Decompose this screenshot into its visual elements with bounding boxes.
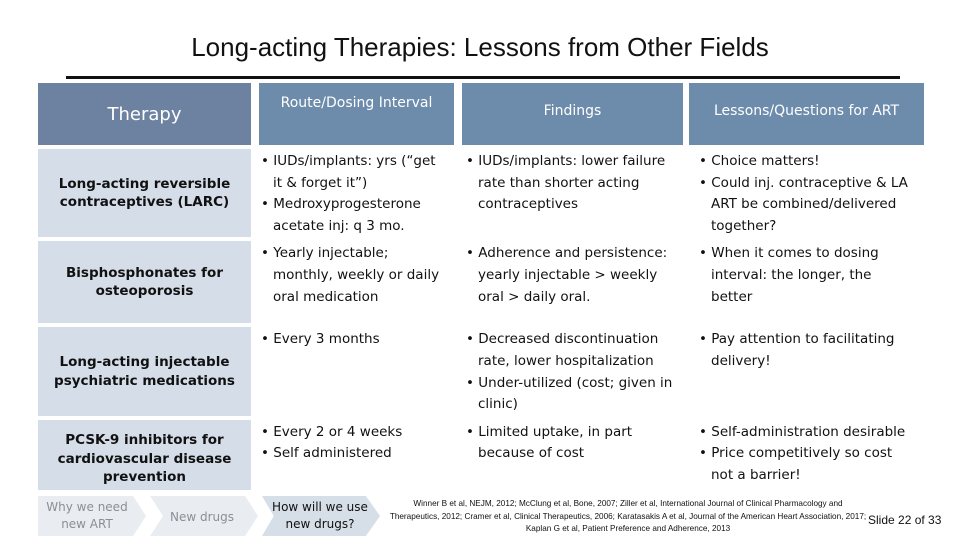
route-cell <box>251 416 456 498</box>
therapy-name: Long-acting reversible contraceptives (LARC) <box>38 145 251 237</box>
table-row <box>38 237 924 323</box>
route-cell <box>251 237 456 323</box>
lessons-bullet: • Self-administration desirable <box>699 423 906 440</box>
lessons-bullet: • Price competitively so cost not a barrier! <box>699 445 893 483</box>
header-findings: Findings <box>456 83 689 145</box>
findings-cell <box>456 237 689 323</box>
route-bullet: • Yearly injectable; monthly, weekly or daily oral medication <box>261 245 440 305</box>
route-bullet: • Medroxyprogesterone acetate inj: q 3 mo. <box>261 196 421 234</box>
header-route: Route/Dosing Interval <box>251 83 456 145</box>
nav-step-new-drugs-label: New drugs <box>169 510 234 524</box>
lessons-cell <box>689 145 924 237</box>
table-row <box>38 416 924 498</box>
lessons-bullet: • Choice matters! <box>699 153 820 169</box>
route-cell <box>251 145 456 237</box>
title-divider <box>66 76 900 79</box>
slide-number: Slide 22 of 33 <box>868 513 942 527</box>
header-lessons: Lessons/Questions for ART <box>689 83 924 145</box>
findings-bullet: • Under-utilized (cost; given in clinic) <box>466 374 673 413</box>
header-therapy: Therapy <box>38 83 251 145</box>
page-title: Long-acting Therapies: Lessons from Other Fields <box>191 32 769 62</box>
route-bullet: • Every 2 or 4 weeks <box>261 423 403 440</box>
comparison-table <box>38 83 924 498</box>
lessons-bullet: • Could inj. contraceptive & LA ART be combined/delivered together? <box>699 174 908 234</box>
lessons-bullet: • Pay attention to facilitating delivery! <box>699 331 895 369</box>
findings-cell <box>456 416 689 498</box>
table-row <box>38 145 924 237</box>
findings-bullet: • Decreased discontinuation rate, lower hospitalization <box>466 331 659 369</box>
therapy-name: Bisphosphonates for osteoporosis <box>38 237 251 323</box>
findings-bullet: • Limited uptake, in part because of cost <box>466 423 633 462</box>
lessons-cell <box>689 237 924 323</box>
lessons-bullet: • When it comes to dosing interval: the longer, the better <box>699 245 879 305</box>
nav-step-why-new-art-label: Why we need new ART <box>46 500 128 531</box>
references: Winner B et al, NEJM, 2012; McClung et al, Bone, 2007; Ziller et al, International Journal of Clinical Pharmacology and Therapeutics, 2012; Cramer et al, Clinical Therapeutics, 2006; Karatasakis A et al, Journal of the American Heart Association, 2017; Kaplan G et al, Patient Preference and Adherence, 2013 <box>389 499 867 534</box>
lessons-cell <box>689 416 924 498</box>
route-bullet: • IUDs/implants: yrs (“get it & forget it”) <box>261 153 436 191</box>
findings-bullet: • IUDs/implants: lower failure rate than shorter acting contraceptives <box>466 153 666 213</box>
findings-cell <box>456 145 689 237</box>
table-row <box>38 323 924 415</box>
findings-cell <box>456 323 689 415</box>
therapy-name: Long-acting injectable psychiatric medications <box>38 323 251 415</box>
nav-step-how-use-new-drugs-label: How will we use new drugs? <box>272 500 368 531</box>
route-bullet: • Every 3 months <box>261 331 380 348</box>
findings-bullet: • Adherence and persistence: yearly injectable > weekly oral > daily oral. <box>466 245 668 305</box>
route-cell <box>251 323 456 415</box>
lessons-cell <box>689 323 924 415</box>
therapy-name: PCSK-9 inhibitors for cardiovascular disease prevention <box>38 416 251 498</box>
route-bullet: • Self administered <box>261 445 392 462</box>
